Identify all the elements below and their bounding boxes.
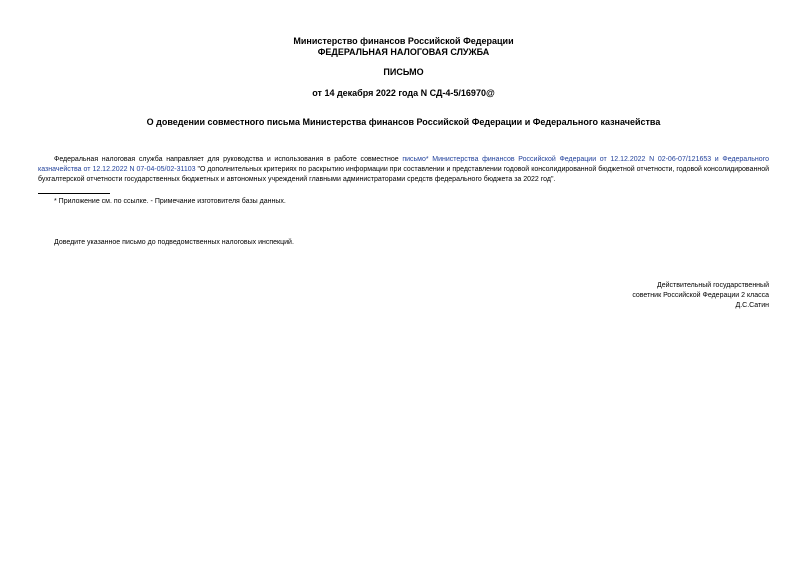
signatory-name: Д.С.Сатин — [735, 302, 769, 309]
footnote-text: * Приложение см. по ссылке. - Примечание изготовителя базы данных. — [54, 198, 286, 205]
document-type: ПИСЬМО — [383, 67, 424, 77]
body-text-after: "О дополнительных критериях по раскрытию информации при составлении и представлении годовой консолидированной бюджетной отчетности, годовой консолидированной бухгалтерской отчетности государственных бюджетных и автономных учреждений главными администраторами средств федерального бюджета за 2022 год". — [38, 166, 769, 183]
body-text-before: Федеральная налоговая служба направляет для руководства и использования в работе совместное — [54, 156, 403, 163]
instruction-text: Доведите указанное письмо до подведомственных налоговых инспекций. — [54, 239, 294, 246]
signature-block — [632, 281, 769, 311]
document-date-number: от 14 декабря 2022 года N СД-4-5/16970@ — [312, 88, 495, 98]
letter-reference-link[interactable]: Министерства финансов Российской Федерации от 12.12.2022 N 02-06-07/121653 и Федерального казначейства от 12.12.2022 N 07-04-05/02-31103 — [38, 156, 769, 173]
ministry-name: Министерство финансов Российской Федерации — [293, 36, 514, 46]
service-name: ФЕДЕРАЛЬНАЯ НАЛОГОВАЯ СЛУЖБА — [317, 47, 490, 57]
signature-title-line1: Действительный государственный — [657, 282, 769, 289]
footnote-divider — [38, 193, 110, 194]
body-paragraph — [38, 155, 769, 185]
footnote-marker[interactable]: * — [425, 156, 429, 163]
signature-title-line2: советник Российской Федерации 2 класса — [632, 292, 769, 299]
document-header — [0, 36, 807, 58]
document-subject: О доведении совместного письма Министерства финансов Российской Федерации и Федерального казначейства — [146, 117, 661, 127]
letter-link[interactable]: письмо — [402, 156, 426, 163]
